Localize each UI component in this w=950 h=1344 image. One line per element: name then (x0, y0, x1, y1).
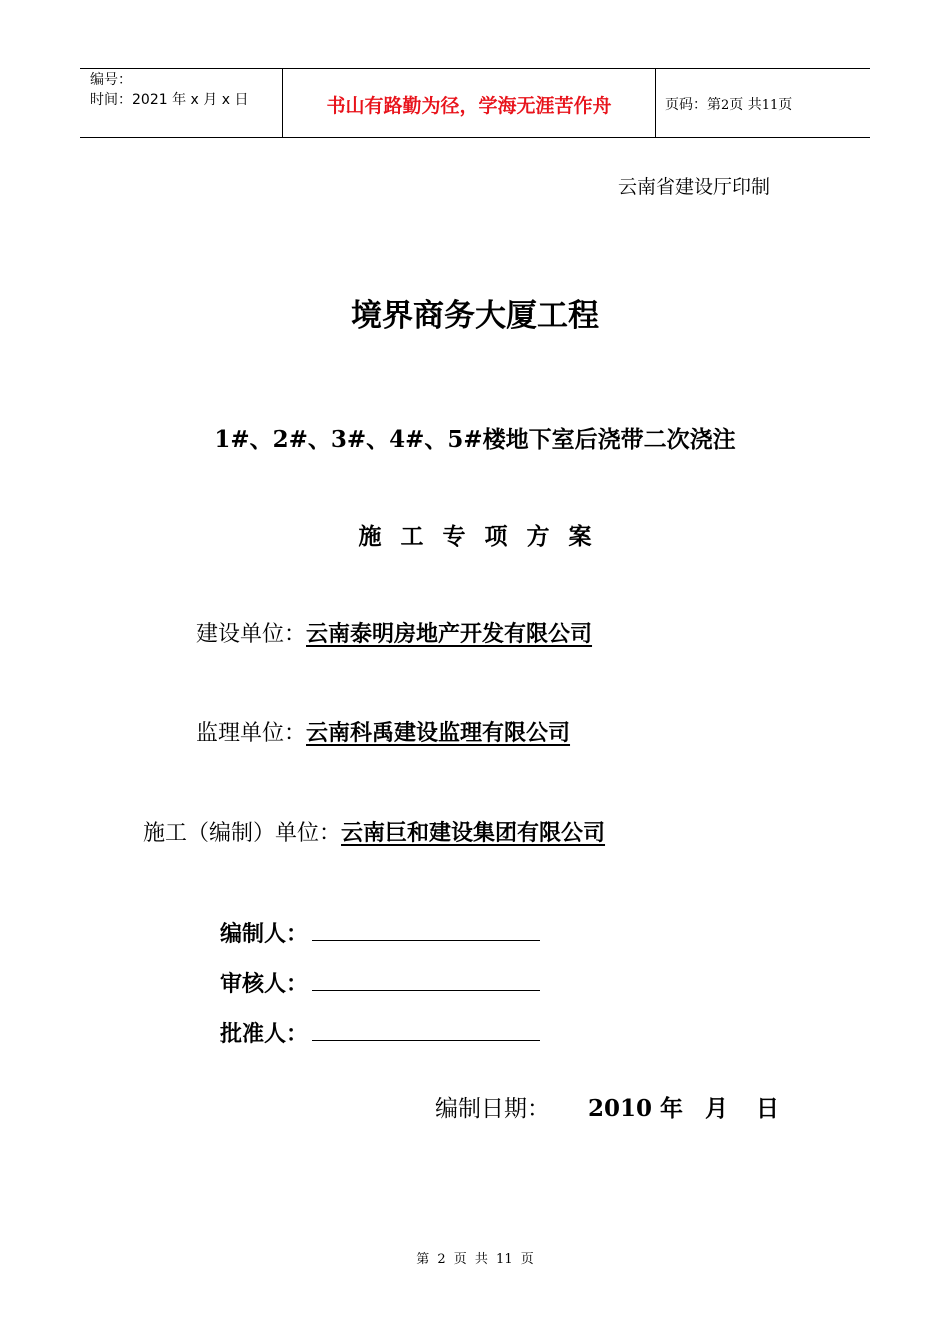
date-day: 日 (756, 1095, 780, 1122)
signature-row-compiler (220, 917, 540, 948)
page-mid: 页 共 (729, 97, 762, 113)
header-table (80, 68, 870, 138)
motto-text: 书山有路勤为径，学海无涯苦作舟 (326, 95, 612, 117)
page-total: 11 (761, 98, 779, 113)
unit-value: 云南巨和建设集团有限公司 (341, 821, 606, 846)
unit-label: 建设单位： (196, 622, 307, 647)
document-subtitle: 1#、2#、3#、4#、5#楼地下室后浇带二次浇注 (214, 426, 736, 453)
number-label: 编号： (90, 72, 132, 88)
unit-label: 监理单位： (196, 721, 307, 746)
signature-line (312, 972, 540, 991)
signature-row-approver (220, 1017, 540, 1048)
header-page-cell (655, 69, 870, 137)
construction-unit-row (196, 617, 592, 648)
page-current: 2 (721, 98, 730, 113)
signature-label: 批准人： (220, 1022, 309, 1047)
plan-heading: 施工专项方案 (358, 523, 611, 550)
signature-row-reviewer (220, 967, 540, 998)
time-label: 时间：2021 年 x 月 x 日 (90, 92, 249, 108)
signature-line (312, 922, 540, 941)
header-info-cell (80, 69, 282, 137)
page-prefix: 页码：第 (665, 97, 721, 113)
header-motto-cell (282, 69, 656, 137)
supervision-unit-row (196, 716, 570, 747)
page-indicator (665, 94, 792, 114)
page-suffix: 页 (778, 97, 793, 113)
compile-date (435, 1090, 779, 1123)
unit-value: 云南泰明房地产开发有限公司 (306, 622, 593, 647)
contractor-unit-row (143, 816, 605, 847)
signature-label: 编制人： (220, 922, 309, 947)
document-title: 境界商务大厦工程 (351, 298, 599, 334)
unit-value: 云南科禹建设监理有限公司 (306, 721, 571, 746)
signature-line (312, 1022, 540, 1041)
date-label: 编制日期： (435, 1096, 550, 1122)
page-footer: 第 2 页 共 11 页 (416, 1252, 534, 1267)
date-year: 2010 年 (588, 1095, 684, 1122)
unit-label: 施工（编制）单位： (143, 821, 342, 846)
signature-label: 审核人： (220, 972, 309, 997)
printer-note: 云南省建设厅印制 (618, 176, 771, 198)
date-month: 月 (705, 1095, 729, 1122)
